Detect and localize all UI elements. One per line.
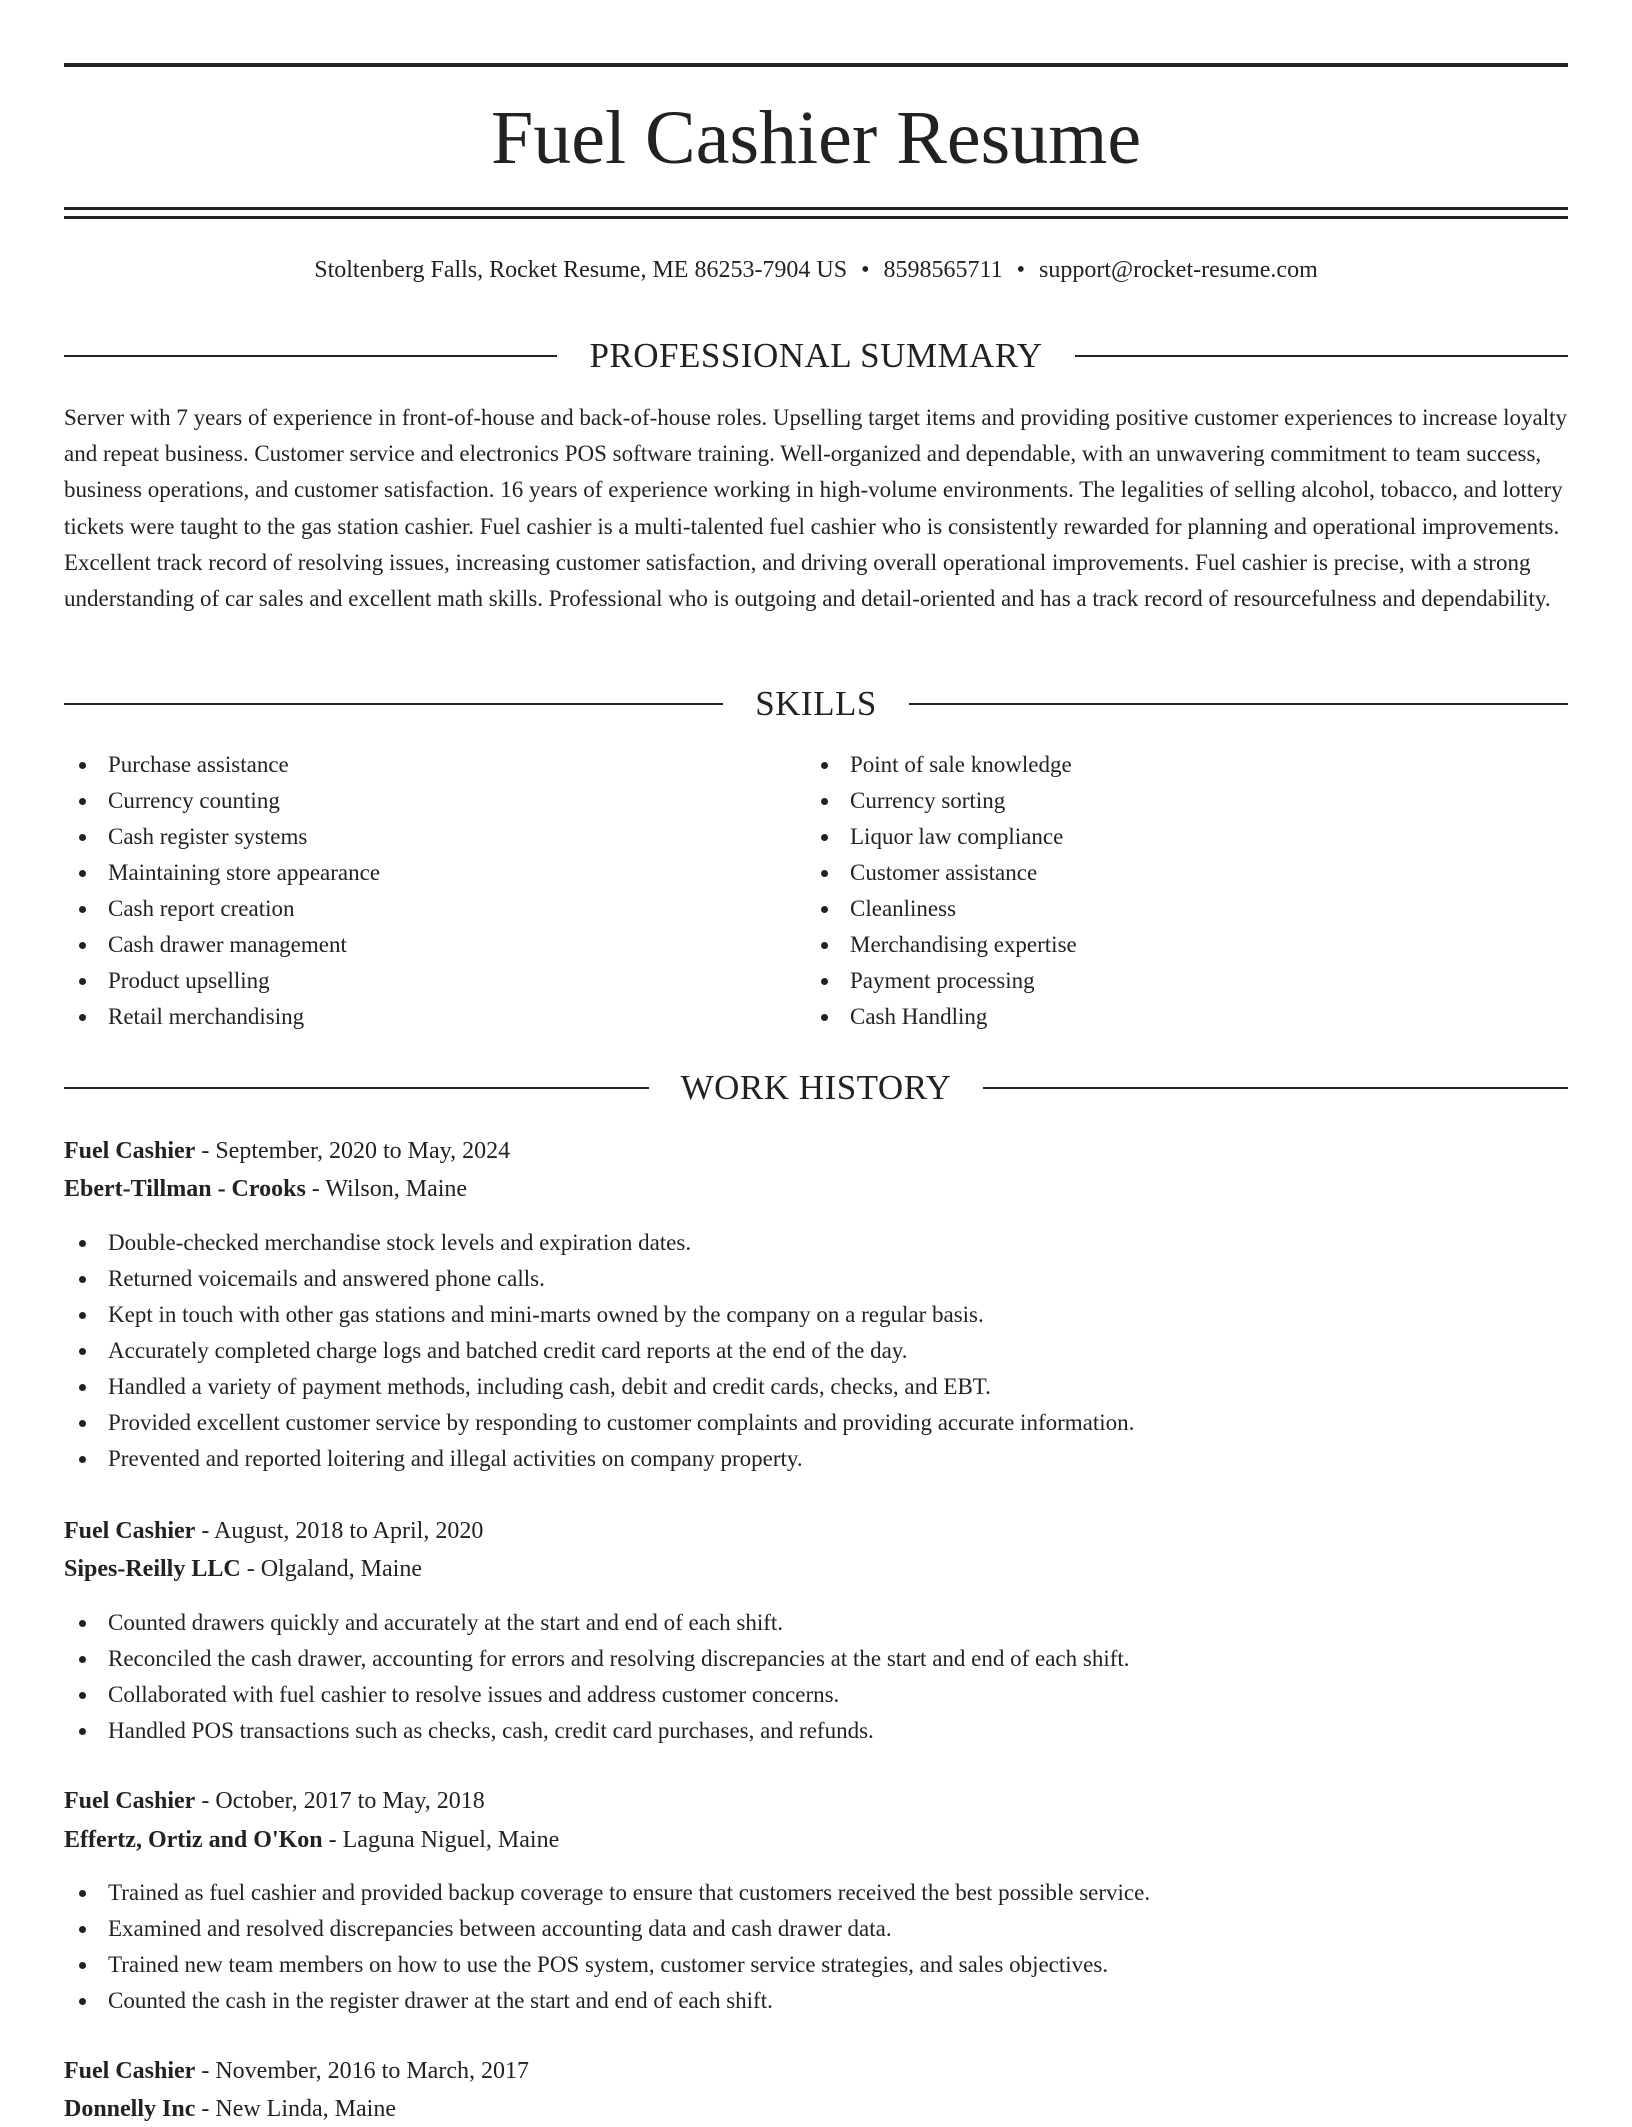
job-bullets	[64, 1875, 1150, 2019]
skill-item: Cash drawer management	[64, 927, 380, 963]
job-dates: August, 2018 to April, 2020	[214, 1518, 484, 1544]
job-bullet: Trained as fuel cashier and provided backup coverage to ensure that customers received the best possible service.	[64, 1875, 1150, 1911]
title-rule-upper	[64, 207, 1568, 210]
skill-item: Currency sorting	[806, 783, 1077, 819]
skill-item: Product upselling	[64, 963, 380, 999]
skill-item: Cash register systems	[64, 819, 380, 855]
contact-separator: •	[1016, 257, 1026, 283]
summary-text: Server with 7 years of experience in front-of-house and back-of-house roles. Upselling target items and providing positive customer experiences to increase loyalty and repeat business. Customer service and electronics POS software training. Well-organized and dependable, with an unwavering commitment to team success, business operations, and customer satisfaction. 16 years of experience working in high-volume environments. The legalities of selling alcohol, tobacco, and lottery tickets were taught to the gas station cashier. Fuel cashier is a multi-talented fuel cashier who is consistently rewarded for planning and operational improvements. Excellent track record of resolving issues, increasing customer satisfaction, and driving overall operational improvements. Fuel cashier is precise, with a strong understanding of car sales and excellent math skills. Professional who is outgoing and detail-oriented and has a track record of resourcefulness and dependability.	[64, 405, 1568, 612]
job-company: Ebert-Tillman - Crooks	[64, 1176, 306, 1202]
job-bullet: Returned voicemails and answered phone calls.	[64, 1261, 1134, 1297]
job-bullet: Double-checked merchandise stock levels and expiration dates.	[64, 1225, 1134, 1261]
job-dates: November, 2016 to March, 2017	[215, 2058, 529, 2084]
job-company: Effertz, Ortiz and O'Kon	[64, 1827, 323, 1853]
job-company-line: Sipes-Reilly LLC - Olgaland, Maine	[64, 1556, 422, 1582]
title-rule-lower	[64, 216, 1568, 219]
heading-rule-right	[983, 1087, 1568, 1089]
job-dates: October, 2017 to May, 2018	[215, 1788, 485, 1814]
job-title: Fuel Cashier	[64, 1788, 196, 1814]
job-company-line: Effertz, Ortiz and O'Kon - Laguna Niguel, Maine	[64, 1827, 560, 1853]
job-location: Wilson, Maine	[325, 1176, 468, 1202]
skill-item: Point of sale knowledge	[806, 747, 1077, 783]
job-title: Fuel Cashier	[64, 2058, 196, 2084]
job-bullet: Reconciled the cash drawer, accounting for errors and resolving discrepancies at the start and end of each shift.	[64, 1641, 1130, 1677]
skill-item: Merchandising expertise	[806, 927, 1077, 963]
job-bullet: Kept in touch with other gas stations and mini-marts owned by the company on a regular basis.	[64, 1297, 1134, 1333]
job-bullet: Collaborated with fuel cashier to resolve issues and address customer concerns.	[64, 1677, 1130, 1713]
job-bullet: Accurately completed charge logs and batched credit card reports at the end of the day.	[64, 1333, 1134, 1369]
job-title-line: Fuel Cashier - October, 2017 to May, 2018	[64, 1788, 485, 1814]
skill-item: Cleanliness	[806, 891, 1077, 927]
job-title-line: Fuel Cashier - November, 2016 to March, 2017	[64, 2058, 529, 2084]
page-title: Fuel Cashier Resume	[490, 96, 1142, 180]
skills-list-left	[64, 747, 380, 1035]
skills-heading	[64, 682, 1568, 726]
top-rule	[64, 63, 1568, 67]
job-bullet: Trained new team members on how to use the POS system, customer service strategies, and sales objectives.	[64, 1947, 1150, 1983]
job-bullet: Handled a variety of payment methods, including cash, debit and credit cards, checks, and EBT.	[64, 1369, 1134, 1405]
contact-separator: •	[861, 257, 870, 283]
skills-list-right	[806, 747, 1077, 1035]
job-location: Laguna Niguel, Maine	[342, 1827, 560, 1853]
job-bullets	[64, 1225, 1134, 1477]
job-bullet: Counted drawers quickly and accurately at the start and end of each shift.	[64, 1605, 1130, 1641]
job-bullet: Handled POS transactions such as checks, cash, credit card purchases, and refunds.	[64, 1713, 1130, 1749]
job-bullets	[64, 1605, 1130, 1749]
job-company: Sipes-Reilly LLC	[64, 1556, 241, 1582]
job-company-line: Donnelly Inc - New Linda, Maine	[64, 2096, 396, 2122]
job-title: Fuel Cashier	[64, 1518, 196, 1544]
job-dates: September, 2020 to May, 2024	[215, 1138, 511, 1164]
skills-heading-label: SKILLS	[755, 684, 877, 723]
job-title-line: Fuel Cashier - August, 2018 to April, 2020	[64, 1518, 484, 1544]
skill-item: Customer assistance	[806, 855, 1077, 891]
job-bullet: Counted the cash in the register drawer at the start and end of each shift.	[64, 1983, 1150, 2019]
skill-item: Retail merchandising	[64, 999, 380, 1035]
skill-item: Purchase assistance	[64, 747, 380, 783]
job-company: Donnelly Inc	[64, 2096, 196, 2122]
heading-rule-right	[909, 703, 1568, 705]
job-title: Fuel Cashier	[64, 1138, 196, 1164]
summary-heading	[64, 334, 1568, 378]
job-title-line: Fuel Cashier - September, 2020 to May, 2024	[64, 1138, 511, 1164]
skill-item: Payment processing	[806, 963, 1077, 999]
skill-item: Cash report creation	[64, 891, 380, 927]
job-company-line: Ebert-Tillman - Crooks - Wilson, Maine	[64, 1176, 468, 1202]
contact-line	[64, 254, 1568, 286]
skill-item: Liquor law compliance	[806, 819, 1077, 855]
heading-rule-right	[1075, 355, 1568, 357]
skill-item: Currency counting	[64, 783, 380, 819]
job-bullet: Provided excellent customer service by responding to customer complaints and providing accurate information.	[64, 1405, 1134, 1441]
job-location: New Linda, Maine	[215, 2096, 396, 2122]
heading-rule-left	[64, 703, 723, 705]
heading-rule-left	[64, 355, 557, 357]
job-bullet: Examined and resolved discrepancies between accounting data and cash drawer data.	[64, 1911, 1150, 1947]
heading-rule-left	[64, 1087, 649, 1089]
summary-heading-label: PROFESSIONAL SUMMARY	[589, 336, 1043, 375]
job-location: Olgaland, Maine	[260, 1556, 422, 1582]
work-heading	[64, 1066, 1568, 1110]
contact-phone: 8598565711	[883, 257, 1003, 283]
skill-item: Maintaining store appearance	[64, 855, 380, 891]
skill-item: Cash Handling	[806, 999, 1077, 1035]
work-heading-label: WORK HISTORY	[680, 1068, 952, 1107]
contact-email: support@rocket-resume.com	[1039, 257, 1318, 283]
job-bullet: Prevented and reported loitering and illegal activities on company property.	[64, 1441, 1134, 1477]
contact-address: Stoltenberg Falls, Rocket Resume, ME 86253-7904 US	[314, 257, 848, 283]
